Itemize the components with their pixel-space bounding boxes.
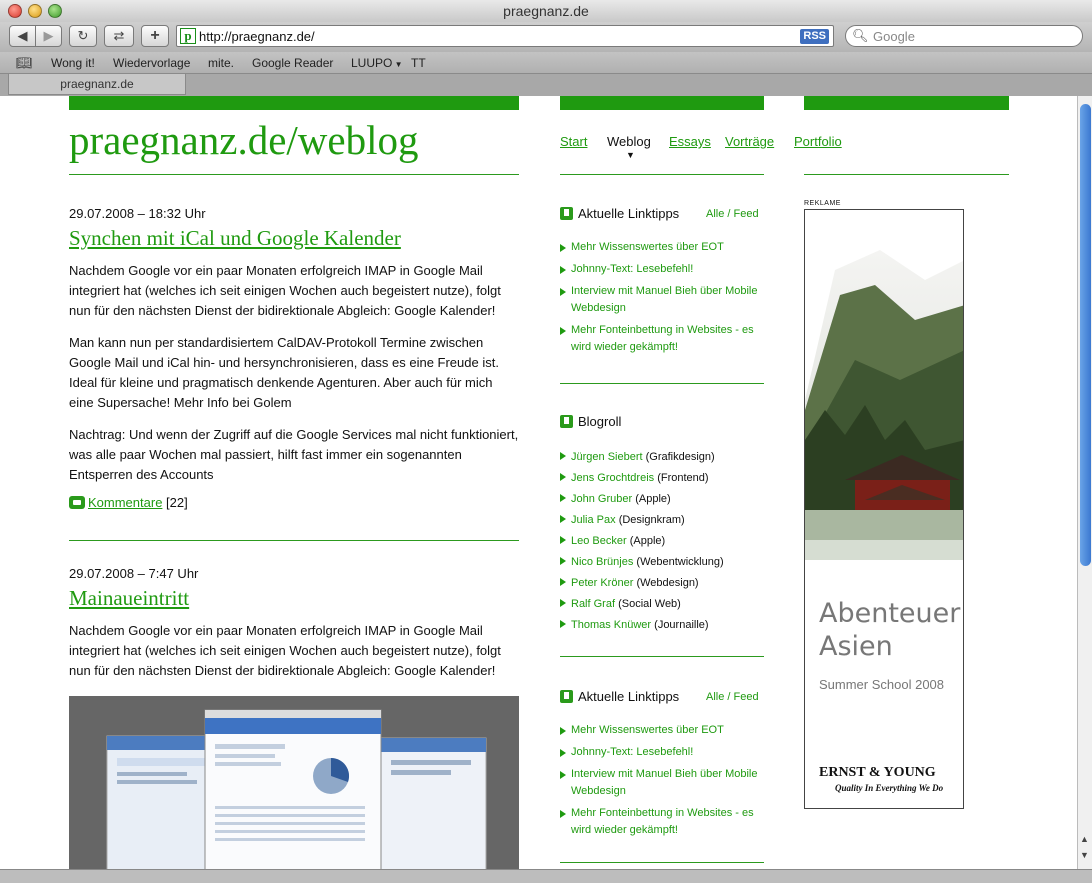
- tab-active[interactable]: praegnanz.de: [8, 74, 186, 95]
- close-window-button[interactable]: [8, 4, 22, 18]
- temple-landscape-image: [805, 210, 964, 560]
- app-screenshot-illustration: [69, 696, 519, 869]
- window-titlebar: [0, 0, 1092, 22]
- linktipp-link[interactable]: Mehr Wissenswertes über EOT: [571, 241, 724, 253]
- linktipp-link[interactable]: Interview mit Manuel Bieh über Mobile Webdesign: [571, 768, 758, 797]
- linktipp-link[interactable]: Mehr Fonteinbettung in Websites - es wird wieder gekämpft!: [571, 324, 754, 353]
- page-viewport: [0, 96, 1077, 869]
- list-item: [560, 594, 765, 615]
- blogroll-note: (Webdesign): [636, 577, 699, 589]
- nav-weblog[interactable]: Weblog: [607, 134, 651, 149]
- blogroll-link[interactable]: Jens Grochtdreis: [571, 472, 655, 484]
- ad-label: REKLAME: [804, 200, 841, 207]
- list-item: [560, 722, 765, 739]
- divider: [560, 174, 764, 175]
- header-bar-middle: [560, 96, 764, 110]
- bookmark-folder-label: LUUPO: [351, 56, 393, 70]
- linktipp-link[interactable]: Johnny-Text: Lesebefehl!: [571, 263, 694, 275]
- zoom-window-button[interactable]: [48, 4, 62, 18]
- minimize-window-button[interactable]: [28, 4, 42, 18]
- list-item: [560, 766, 765, 800]
- blogroll-list: [560, 447, 765, 636]
- bookmark-item[interactable]: Wiedervorlage: [113, 56, 191, 70]
- nav-essays[interactable]: Essays: [669, 134, 711, 149]
- plus-icon: +: [150, 27, 160, 44]
- site-favicon-icon: p: [180, 28, 196, 44]
- linktipps-list: [560, 722, 765, 839]
- ad-subtitle: Summer School 2008: [819, 677, 945, 692]
- list-item: [560, 489, 765, 510]
- bookmark-item[interactable]: mite.: [208, 56, 235, 70]
- bookmarks-bar: [0, 52, 1092, 74]
- blogroll-note: (Apple): [629, 535, 666, 547]
- feed-link[interactable]: Feed: [733, 208, 759, 220]
- open-book-icon[interactable]: 📖︎: [16, 55, 33, 70]
- ad-headline-line2: Asien: [819, 631, 893, 662]
- post-paragraph: Man kann nun per standardisiertem CalDAV-Protokoll Termine zwischen Google Mail und iCal hin- und hersynchronisieren, dass es eine Freude ist. Ideal für kleine und pragmatisch denkende Agenturen. Aber auch für mich eine Supersache! Mehr Info bei Golem: [69, 335, 499, 410]
- window-title: praegnanz.de: [503, 3, 589, 19]
- bookmark-item[interactable]: Google Reader: [252, 56, 334, 70]
- browser-toolbar: [0, 22, 1092, 52]
- linktipp-link[interactable]: Johnny-Text: Lesebefehl!: [571, 746, 694, 758]
- list-item: [560, 510, 765, 531]
- list-item: [560, 552, 765, 573]
- reload-icon: ↻: [77, 28, 89, 43]
- list-item: [560, 531, 765, 552]
- meta-separator: /: [727, 208, 731, 220]
- post-date: 29.07.2008 – 18:32 Uhr: [69, 206, 206, 221]
- back-arrow-icon: ◀: [17, 28, 28, 43]
- back-button[interactable]: [9, 25, 36, 47]
- blogroll-link[interactable]: Jürgen Siebert: [571, 451, 643, 463]
- linktipps-title: Aktuelle Linktipps: [578, 206, 680, 221]
- reload-button[interactable]: [69, 25, 97, 47]
- blogroll-note: (Designkram): [618, 514, 685, 526]
- linktipps-list: [560, 239, 765, 356]
- header-bar-left: [69, 96, 519, 110]
- list-item: [560, 261, 765, 278]
- blogroll-link[interactable]: Thomas Knüwer: [571, 619, 652, 631]
- rss-button[interactable]: RSS: [800, 29, 829, 44]
- search-placeholder: Google: [873, 29, 915, 44]
- tab-bar: [0, 74, 1092, 96]
- divider: [560, 383, 764, 384]
- linktipp-link[interactable]: Mehr Wissenswertes über EOT: [571, 724, 724, 736]
- linktipps-meta: [706, 691, 759, 703]
- forward-arrow-icon: ▶: [43, 28, 54, 43]
- comments-row: [69, 495, 188, 510]
- list-item: [560, 615, 765, 636]
- search-field[interactable]: [845, 25, 1083, 47]
- post-paragraph: Nachtrag: Und wenn der Zugriff auf die Google Services mal nicht funktioniert, was alle paar Wochen mal passiert, hilft fast immer ein sogenannten Entsperren des Accounts: [69, 427, 519, 482]
- blogroll-note: (Apple): [635, 493, 671, 505]
- url-text[interactable]: http://praegnanz.de/: [199, 29, 315, 44]
- post-title-link[interactable]: Mainaueintritt: [69, 586, 190, 610]
- list-item: [560, 805, 765, 839]
- blogroll-note: (Webentwicklung): [636, 556, 724, 568]
- list-item: [560, 447, 765, 468]
- list-item: [560, 573, 765, 594]
- add-bookmark-button[interactable]: [141, 25, 169, 47]
- search-icon: 🔍︎: [852, 28, 869, 43]
- divider: [560, 862, 764, 863]
- list-item: [560, 468, 765, 489]
- list-item: [560, 283, 765, 317]
- status-bar: [0, 869, 1092, 883]
- blogroll-link[interactable]: Ralf Graf: [571, 598, 616, 610]
- speech-bubble-icon: [69, 496, 85, 509]
- bookmark-item[interactable]: Wong it!: [51, 56, 95, 70]
- advertisement-banner[interactable]: [804, 209, 964, 809]
- post-paragraph: Nachdem Google vor ein paar Monaten erfolgreich IMAP in Google Mail integriert hat (welches ich seit einigen Wochen auch begeistert nutze), folgt nun für den nächsten Dienst der bidirektionale Abgleich: Google Kalender!: [69, 263, 501, 318]
- blogroll-link[interactable]: Nico Brünjes: [571, 556, 634, 568]
- scroll-up-arrow-icon[interactable]: ▲: [1080, 834, 1089, 844]
- ad-headline-line1: Abenteuer: [819, 598, 961, 629]
- comments-link[interactable]: Kommentare: [88, 495, 163, 510]
- linktipps-heading: [560, 206, 679, 221]
- linktipps-meta: [706, 208, 759, 220]
- blogroll-icon: [560, 415, 573, 428]
- blogroll-note: (Grafikdesign): [645, 451, 715, 463]
- comments-count: [22]: [166, 495, 188, 510]
- blogroll-note: (Frontend): [657, 472, 709, 484]
- divider: [560, 656, 764, 657]
- vertical-scrollbar[interactable]: [1077, 96, 1092, 869]
- post-paragraph: Nachdem Google vor ein paar Monaten erfolgreich IMAP in Google Mail integriert hat (welches ich seit einigen Wochen auch begeistert nutze), folgt nun für den nächsten Dienst der bidirektionale Abgleich: Google Kalender!: [69, 623, 501, 678]
- divider: [69, 174, 519, 175]
- blogroll-link[interactable]: Julia Pax: [571, 514, 616, 526]
- meta-separator: /: [727, 691, 731, 703]
- header-bar-right: [804, 96, 1009, 110]
- all-links-link[interactable]: Alle: [706, 691, 725, 703]
- forward-button[interactable]: [35, 25, 62, 47]
- linktipp-link[interactable]: Interview mit Manuel Bieh über Mobile Webdesign: [571, 285, 758, 314]
- all-links-link[interactable]: Alle: [706, 208, 725, 220]
- ernst-young-logo: ERNST & YOUNG: [819, 765, 936, 780]
- divider: [69, 540, 519, 541]
- active-indicator-icon: ▼: [626, 150, 635, 160]
- feed-link[interactable]: Feed: [733, 691, 759, 703]
- list-item: [560, 239, 765, 256]
- nav-vortraege[interactable]: Vorträge: [725, 134, 775, 149]
- blogroll-link[interactable]: Peter Kröner: [571, 577, 634, 589]
- blogroll-note: (Social Web): [618, 598, 681, 610]
- chevron-down-icon: ▼: [392, 60, 403, 69]
- nav-start[interactable]: Start: [560, 134, 588, 149]
- bookmark-item[interactable]: TT: [411, 56, 426, 70]
- linktipp-icon: [560, 690, 573, 703]
- post-screenshot-image[interactable]: [69, 696, 519, 869]
- ad-tagline: Quality In Everything We Do: [835, 783, 944, 793]
- linktipp-icon: [560, 207, 573, 220]
- scrollbar-thumb[interactable]: [1080, 104, 1091, 566]
- list-item: [560, 322, 765, 356]
- divider: [804, 174, 1009, 175]
- site-title[interactable]: praegnanz.de/weblog: [69, 117, 419, 163]
- linktipps-heading: [560, 689, 679, 704]
- list-item: [560, 744, 765, 761]
- blogroll-heading: [560, 414, 621, 429]
- snapback-button[interactable]: [104, 25, 134, 47]
- blogroll-link[interactable]: John Gruber: [571, 493, 633, 505]
- bookmark-toolbar-icon: ⇄: [113, 28, 125, 43]
- blogroll-note: (Journaille): [654, 619, 709, 631]
- scroll-down-arrow-icon[interactable]: ▼: [1080, 850, 1089, 860]
- blogroll-title: Blogroll: [578, 414, 622, 429]
- nav-portfolio[interactable]: Portfolio: [794, 134, 842, 149]
- linktipps-title: Aktuelle Linktipps: [578, 689, 680, 704]
- address-bar[interactable]: [176, 25, 834, 47]
- post-title-link[interactable]: Synchen mit iCal und Google Kalender: [69, 226, 401, 250]
- post-date: 29.07.2008 – 7:47 Uhr: [69, 566, 199, 581]
- linktipp-link[interactable]: Mehr Fonteinbettung in Websites - es wird wieder gekämpft!: [571, 807, 754, 836]
- blogroll-link[interactable]: Leo Becker: [571, 535, 627, 547]
- bookmark-folder[interactable]: [351, 56, 402, 70]
